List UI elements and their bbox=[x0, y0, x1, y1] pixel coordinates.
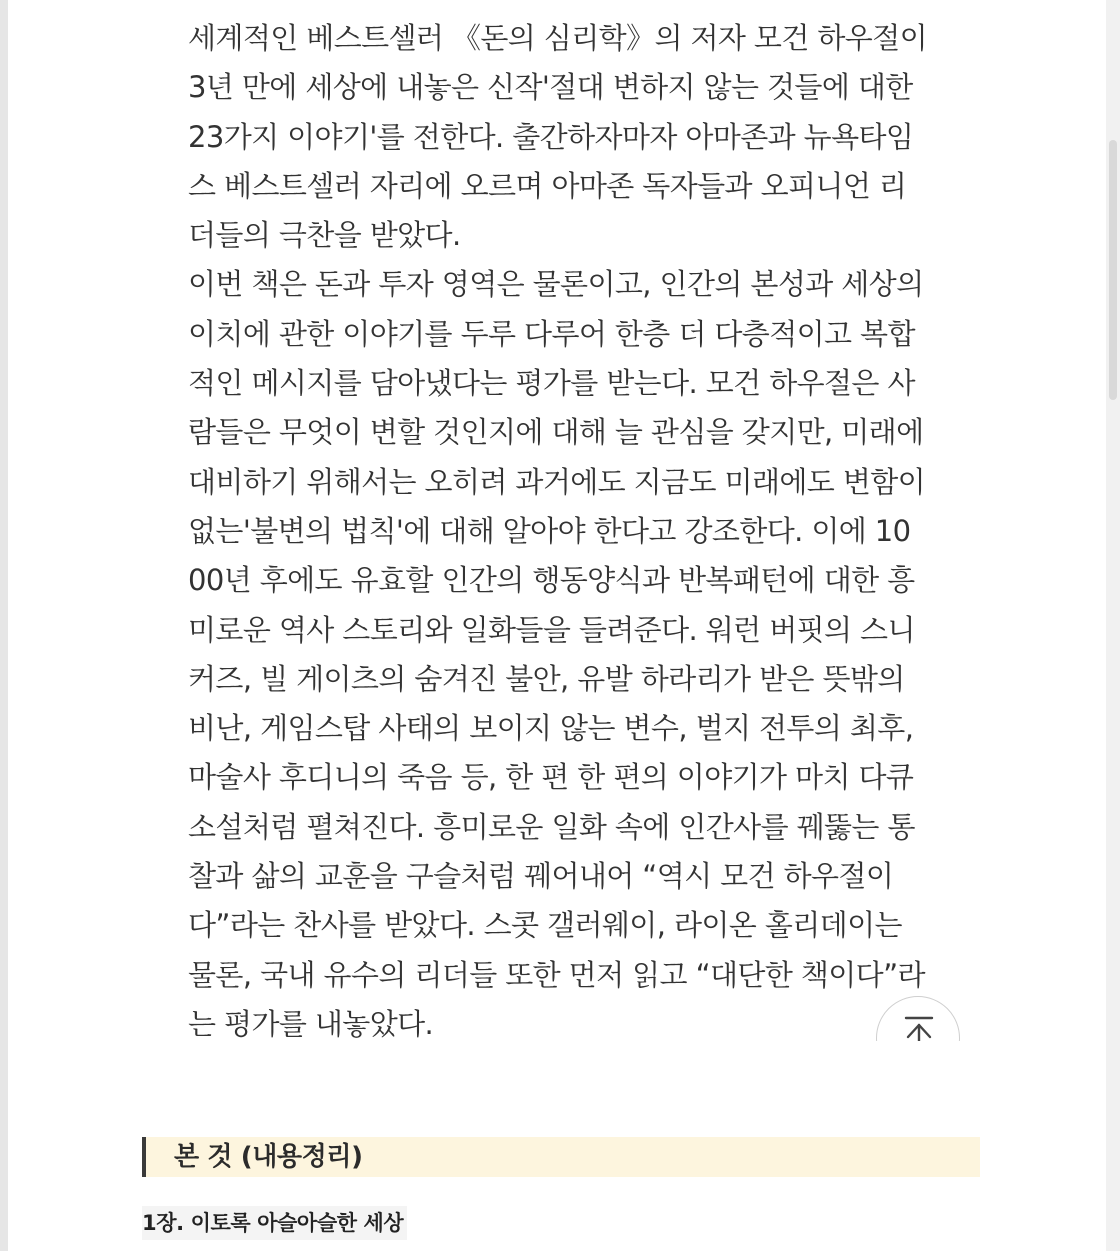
intro-line: 이치에 관한 이야기를 두루 다루어 한층 더 다층적이고 복합 bbox=[188, 316, 915, 351]
intro-line: 람들은 무엇이 변할 것인지에 대해 늘 관심을 갖지만, 미래에 bbox=[188, 415, 924, 450]
scrollbar-thumb[interactable] bbox=[1109, 140, 1117, 400]
left-page-edge bbox=[0, 0, 8, 1251]
intro-line: 이번 책은 돈과 투자 영역은 물론이고, 인간의 본성과 세상의 bbox=[188, 267, 924, 302]
intro-line: 적인 메시지를 담아냈다는 평가를 받는다. 모건 하우절은 사 bbox=[188, 366, 915, 401]
chapter-heading: 1장. 이토록 아슬아슬한 세상 bbox=[142, 1206, 407, 1240]
intro-line: 물론, 국내 유수의 리더들 또한 먼저 읽고 “대단한 책이다”라 bbox=[188, 957, 925, 992]
section-heading: 본 것 (내용정리) bbox=[142, 1137, 980, 1177]
intro-line: 대비하기 위해서는 오히려 과거에도 지금도 미래에도 변함이 bbox=[188, 464, 926, 499]
scroll-to-top-button[interactable] bbox=[876, 996, 962, 1041]
intro-line: 소설처럼 펼쳐진다. 흥미로운 일화 속에 인간사를 꿰뚫는 통 bbox=[188, 809, 915, 844]
intro-line: 스 베스트셀러 자리에 오르며 아마존 독자들과 오피니언 리 bbox=[188, 168, 907, 203]
intro-line: 미로운 역사 스토리와 일화들을 들려준다. 워런 버핏의 스니 bbox=[188, 612, 915, 647]
intro-line: 비난, 게임스탑 사태의 보이지 않는 변수, 벌지 전투의 최후, bbox=[188, 711, 914, 746]
intro-line: 다”라는 찬사를 받았다. 스콧 갤러웨이, 라이온 홀리데이는 bbox=[188, 908, 902, 943]
intro-line: 23가지 이야기'를 전한다. 출간하자마자 아마존과 뉴욕타임 bbox=[188, 119, 914, 154]
book-introduction bbox=[188, 14, 948, 1049]
intro-line: 세계적인 베스트셀러 《돈의 심리학》의 저자 모건 하우절이 bbox=[188, 21, 928, 55]
intro-line: 00년 후에도 유효할 인간의 행동양식과 반복패턴에 대한 흥 bbox=[188, 563, 915, 598]
intro-line: 3년 만에 세상에 내놓은 신작'절대 변하지 않는 것들에 대한 bbox=[188, 70, 913, 105]
intro-line: 커즈, 빌 게이츠의 숨겨진 불안, 유발 하라리가 받은 뜻밖의 bbox=[188, 661, 905, 696]
intro-line: 는 평가를 내놓았다. bbox=[188, 1006, 434, 1041]
scroll-to-top-icon bbox=[903, 1016, 935, 1041]
intro-line: 더들의 극찬을 받았다. bbox=[188, 218, 461, 253]
intro-line: 없는'불변의 법칙'에 대해 알아야 한다고 강조한다. 이에 10 bbox=[188, 513, 911, 548]
intro-line: 마술사 후디니의 죽음 등, 한 편 한 편의 이야기가 마치 다큐 bbox=[188, 760, 914, 795]
intro-line: 찰과 삶의 교훈을 구슬처럼 꿰어내어 “역시 모건 하우절이 bbox=[188, 859, 894, 894]
scrollbar-track[interactable] bbox=[1106, 0, 1120, 1251]
